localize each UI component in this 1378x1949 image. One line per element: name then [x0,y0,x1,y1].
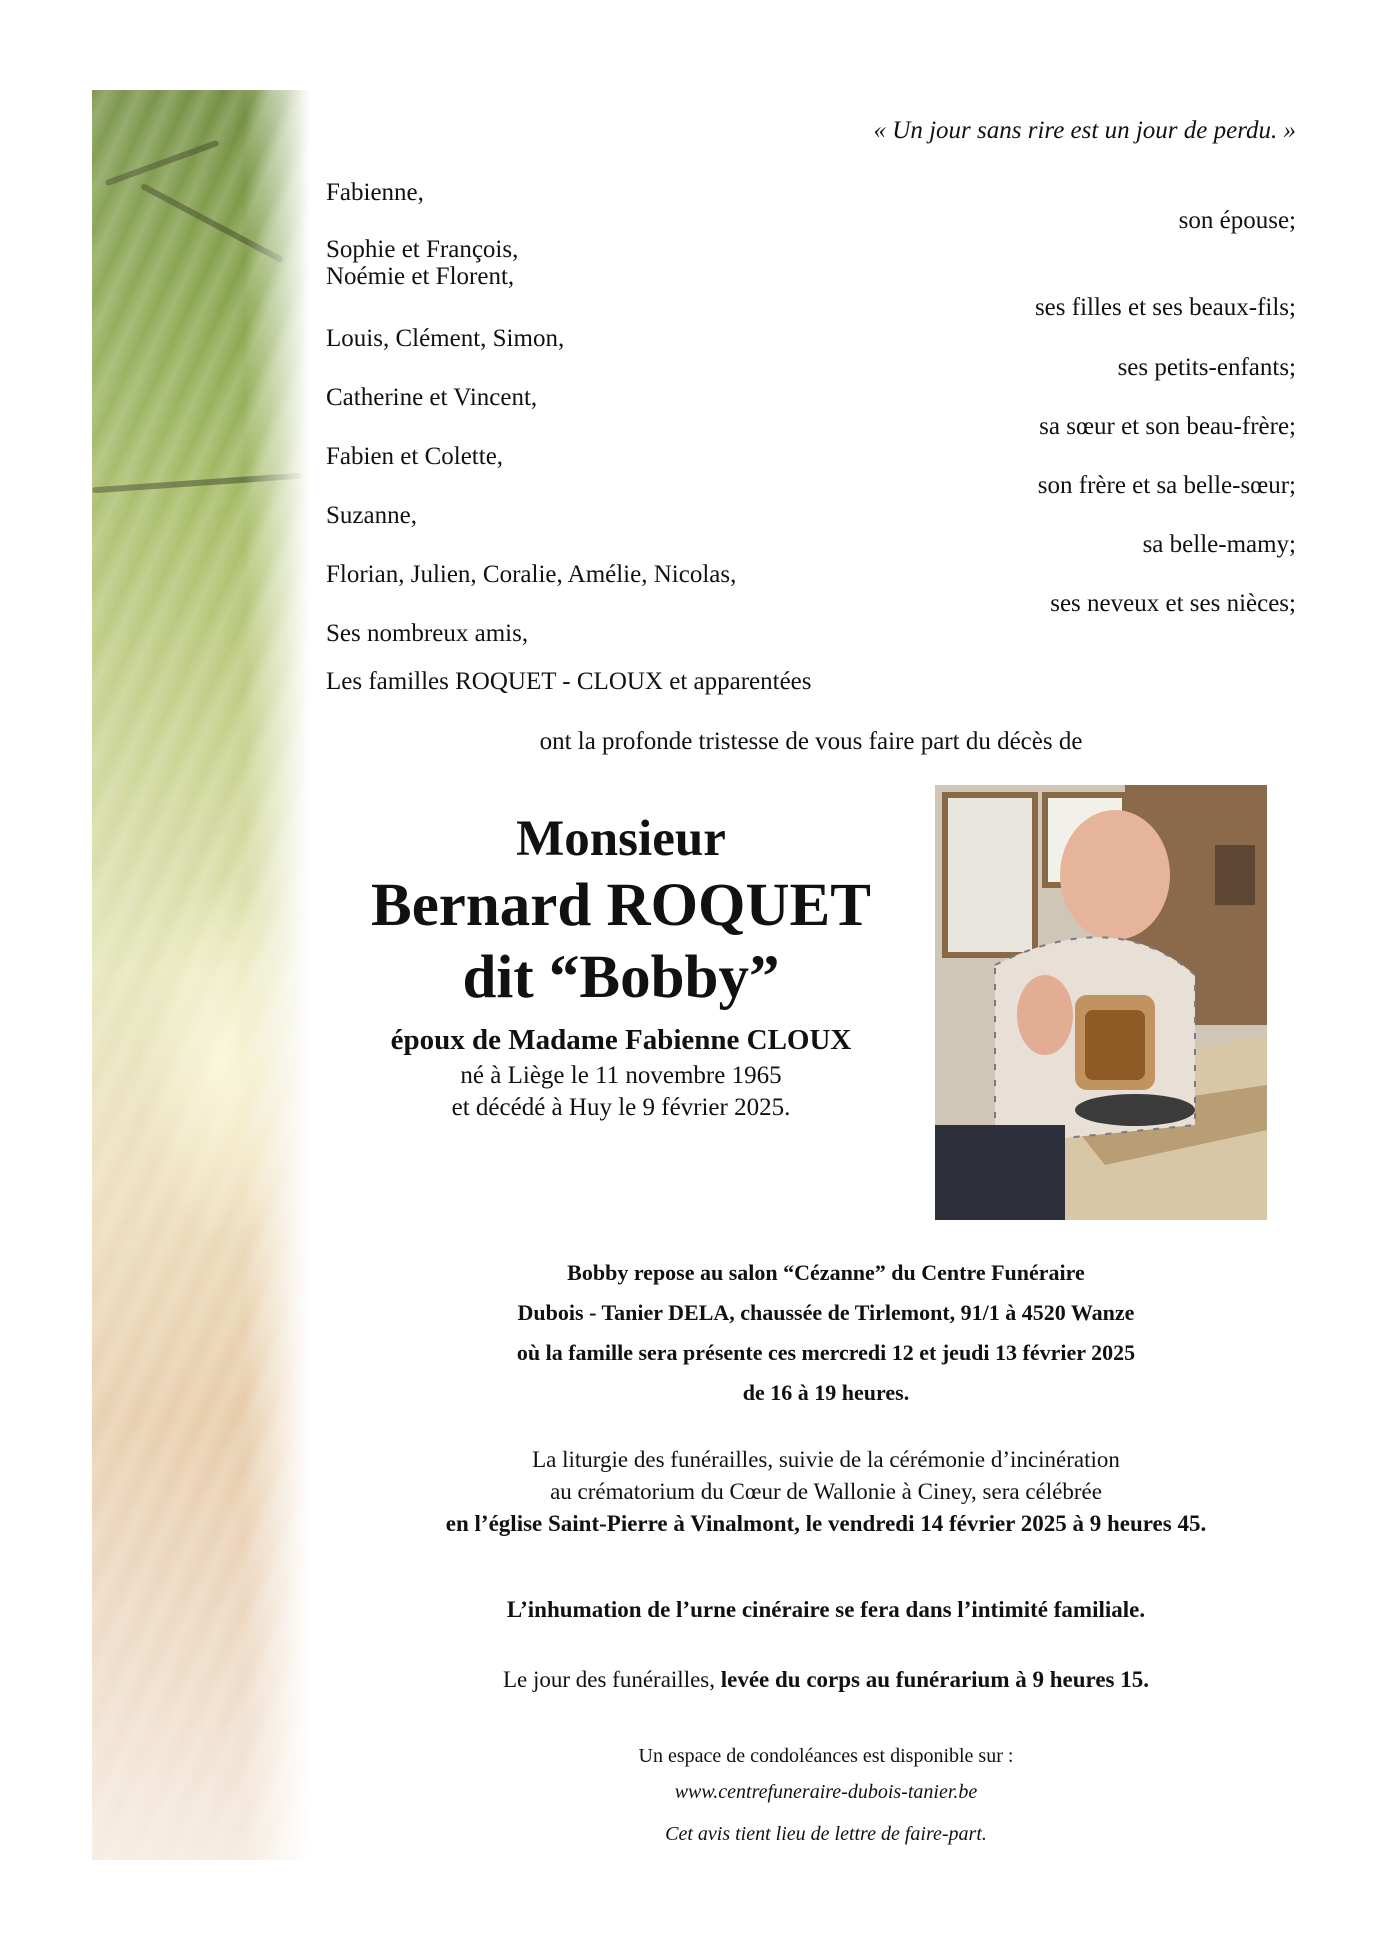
portrait-illustration [935,785,1267,1220]
deceased-name: Bernard ROQUET [371,872,871,939]
announcement-line: ont la profonde tristesse de vous faire part du décès de [539,728,1083,755]
condolences-text: Un espace de condoléances est disponible sur : [638,1745,1014,1767]
deceased-nickname: dit “Bobby” [462,944,780,1011]
forest-path-banner-image [92,90,310,1860]
family-names: Suzanne, [326,502,417,529]
epigraph-quote: « Un jour sans rire est un jour de perdu. » [873,117,1296,144]
visitation-section [326,1253,1326,1413]
family-relation: ses filles et ses beaux-fils; [1034,294,1296,321]
visitation-line: où la famille sera présente ces mercredi 12 et jeudi 13 février 2025 [516,1340,1136,1365]
family-relation: sa belle-mamy; [1142,531,1296,558]
family-names: Florian, Julien, Coralie, Amélie, Nicolas, [326,561,737,588]
visitation-line: de 16 à 19 heures. [742,1380,910,1405]
faire-part-note: Cet avis tient lieu de lettre de faire-part. [665,1823,987,1845]
deceased-spouse: époux de Madame Fabienne CLOUX [390,1024,852,1056]
family-names: Ses nombreux amis, [326,620,529,647]
liturgy-line: La liturgie des funérailles, suivie de la cérémonie d’incinération [532,1447,1120,1472]
liturgy-line: au crématorium du Cœur de Wallonie à Ciney, sera célébrée [550,1479,1102,1504]
family-names: Sophie et François, [326,236,519,263]
birth-line: né à Liège le 11 novembre 1965 [460,1062,782,1089]
liturgy-line-bold: en l’église Saint-Pierre à Vinalmont, le vendredi 14 février 2025 à 9 heures 45. [445,1511,1207,1536]
family-relation: son épouse; [1178,207,1296,234]
visitation-line: Bobby repose au salon “Cézanne” du Centre Funéraire [567,1260,1085,1285]
liturgy-section [326,1444,1326,1540]
inhumation-note: L’inhumation de l’urne cinéraire se fera dans l’intimité familiale. [506,1597,1146,1622]
family-names: Fabienne, [326,179,424,206]
family-names: Fabien et Colette, [326,443,504,470]
deceased-title-block [326,808,916,1124]
family-names: Louis, Clément, Simon, [326,325,565,352]
funeral-day-detail: levée du corps au funérarium à 9 heures 15. [720,1667,1150,1692]
family-relation: ses neveux et ses nièces; [1050,590,1296,617]
condolences-section [326,1738,1326,1852]
family-relation: ses petits-enfants; [1117,354,1296,381]
funeral-day-prefix: Le jour des funérailles, [502,1667,721,1692]
family-list [326,178,1296,698]
family-names: Les familles ROQUET - CLOUX et apparentées [326,668,812,695]
condolences-url-link[interactable]: www.centrefuneraire-dubois-tanier.be [674,1781,978,1803]
visitation-line: Dubois - Tanier DELA, chaussée de Tirlemont, 91/1 à 4520 Wanze [517,1300,1135,1325]
portrait-photo [935,785,1267,1220]
death-line: et décédé à Huy le 9 février 2025. [451,1094,791,1121]
deceased-title: Monsieur [516,811,726,867]
funeral-day-note [326,1664,1326,1696]
family-relation: son frère et sa belle-sœur; [1037,472,1296,499]
family-names: Noémie et Florent, [326,263,515,290]
family-relation: sa sœur et son beau-frère; [1039,413,1296,440]
family-names: Catherine et Vincent, [326,384,538,411]
